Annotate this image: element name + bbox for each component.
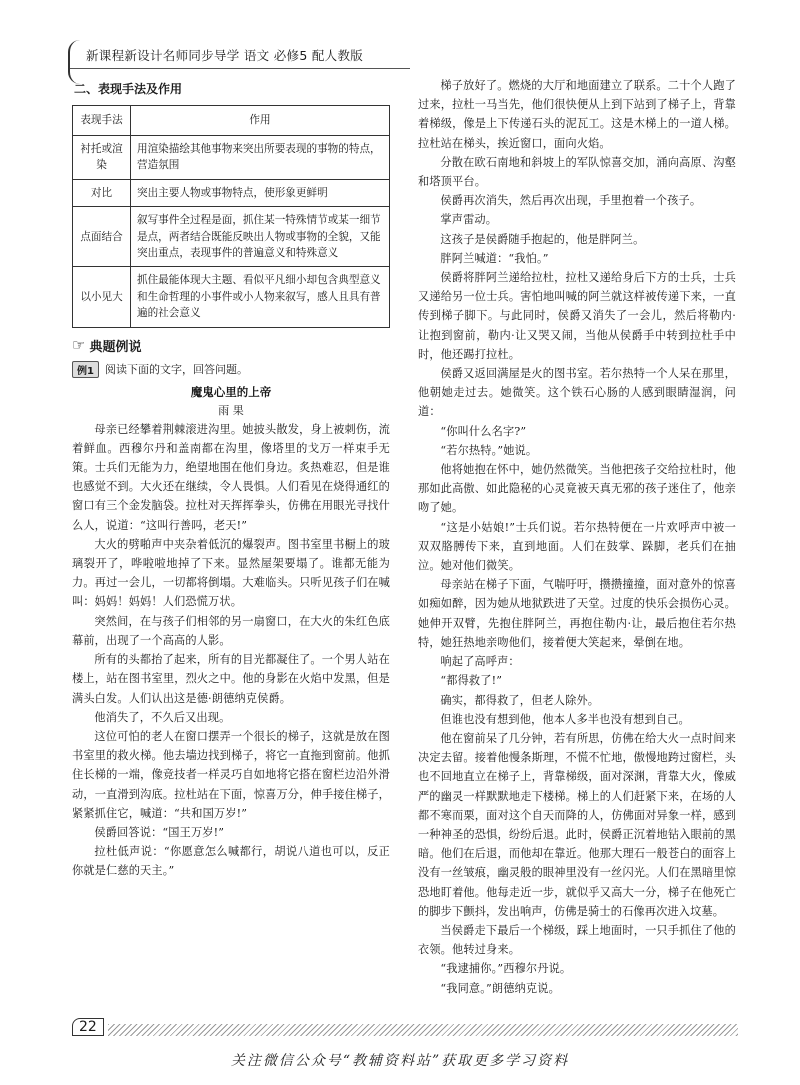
story-paragraph: 大火的劈啪声中夹杂着低沉的爆裂声。图书室里书橱上的玻璃裂开了，哗啦啦地掉了下来。显然屋架要塌了。谁都无能为力。再过一会儿，一切都将倒塌。大难临头。只听见孩子们在喊叫：妈妈！妈妈！人们恐慌万状。 xyxy=(72,537,390,609)
technique-name: 对比 xyxy=(73,179,131,206)
technique-effect: 用渲染描绘其他事物来突出所要表现的事物的特点，营造氛围 xyxy=(131,136,390,180)
story-paragraph: “都得救了!” xyxy=(440,674,503,688)
story-paragraph: 确实，都得救了，但老人除外。 xyxy=(440,693,600,707)
technique-name: 衬托或渲染 xyxy=(73,136,131,180)
page-number: 22 xyxy=(72,1018,104,1036)
story-paragraph: “你叫什么名字?” xyxy=(440,424,527,438)
story-paragraph: 他在窗前呆了几分钟，若有所思，仿佛在给大火一点时间来决定去留。接着他慢条斯理，不慌不忙地，傲慢地跨过窗栏，头也不回地直立在梯子上，背靠梯级，面对深渊，背靠大火，像威严的幽灵一样默默地走下楼梯。梯上的人们赶紧下来，在场的人都不寒而栗，面对这个自天而降的人，仿佛面对异象一样，感到一种神圣的恐惧，纷纷后退。此时，侯爵正沉着地钻入眼前的黑暗。他们在后退，而他却在靠近。他那大理石一般苍白的面容上没有一丝皱痕，幽灵般的眼神里没有一丝闪光。人们在黑暗里惊恐地盯着他。他每走近一步，就似乎又高大一分，梯子在他死亡的脚步下颤抖，发出响声，仿佛是骑士的石像再次进入坟墓。 xyxy=(418,731,736,918)
techniques-table xyxy=(72,105,390,328)
table-header-effect: 作用 xyxy=(131,106,390,136)
technique-effect: 突出主要人物或事物特点，使形象更鲜明 xyxy=(131,179,390,206)
technique-effect: 抓住最能体现大主题、看似平凡细小却包含典型意义和生命哲理的小事件或小人物来叙写，感人且具有普遍的社会意义 xyxy=(131,267,390,327)
story-paragraph: 当侯爵走下最后一个梯级，踩上地面时，一只手抓住了他的衣领。他转过身来。 xyxy=(418,923,736,957)
story-paragraph: 突然间，在与孩子们相邻的另一扇窗口，在大火的朱红色底幕前，出现了一个高高的人影。 xyxy=(72,614,390,647)
section-title: 二、表现手法及作用 xyxy=(74,82,183,96)
examples-heading xyxy=(72,336,390,355)
story-paragraph: “我同意。”朗德纳克说。 xyxy=(440,981,560,995)
table-header-technique: 表现手法 xyxy=(73,106,131,136)
technique-name: 点面结合 xyxy=(73,207,131,267)
story-paragraph: 母亲站在梯子下面，气喘吁吁，攒攒撞撞，面对意外的惊喜如痴如醉，因为她从地狱跌进了天堂。过度的快乐会损伤心灵。她伸开双臂，先抱住胖阿兰，再抱住勒内·让，最后抱住若尔热特，她狂热地亲吻他们，接着便大笑起来，晕倒在地。 xyxy=(418,578,736,649)
story-paragraph: 响起了高呼声： xyxy=(440,655,520,669)
story-title: 魔鬼心里的上帝 xyxy=(190,384,272,399)
story-paragraph: 但谁也没有想到他，他本人多半也没有想到自己。 xyxy=(440,712,690,726)
story-paragraph: 胖阿兰喊道：“我怕。” xyxy=(440,251,549,265)
story-paragraph: 侯爵又返回满屋是火的图书室。若尔热特一个人呆在那里，他朝她走过去。她微笑。这个铁石心肠的人感到眼睛湿润，问道： xyxy=(418,367,736,419)
technique-effect: 叙写事件全过程是面，抓住某一特殊情节或某一细节是点，两者结合既能反映出人物或事物的全貌，又能突出重点，表现事件的普遍意义和特殊意义 xyxy=(131,207,390,267)
story-paragraph: “这是小姑娘!”士兵们说。若尔热特便在一片欢呼声中被一双双胳膊传下来，直到地面。人们在鼓掌、跺脚，老兵们在抽泣。她对他们微笑。 xyxy=(418,520,736,573)
table-row xyxy=(73,267,390,327)
table-row xyxy=(73,179,390,206)
story-paragraph: 他将她抱在怀中，她仍然微笑。当他把孩子交给拉杜时，他那如此高傲、如此隐秘的心灵竟被天真无邪的孩子迷住了，他亲吻了她。 xyxy=(418,463,736,515)
story-paragraph: 这孩子是侯爵随手抱起的，他是胖阿兰。 xyxy=(440,232,645,246)
footer-stripe-decoration xyxy=(108,1024,738,1036)
table-row xyxy=(73,207,390,267)
story-paragraph: “我逮捕你。”西穆尔丹说。 xyxy=(440,962,572,976)
example-prompt: 阅读下面的文字，回答问题。 xyxy=(104,363,248,377)
examples-heading-text: 典题例说 xyxy=(89,339,142,355)
story-paragraph: 掌声雷动。 xyxy=(440,213,498,227)
story-paragraph: 侯爵将胖阿兰递给拉杜，拉杜又递给身后下方的士兵，士兵又递给另一位士兵。害怕地叫喊的阿兰就这样被传递下来，一直传到梯子脚下。与此同时，侯爵又消失了一会儿，然后将勒内·让抱到窗前，勒内·让又哭又闹，当他从侯爵手中转到拉杜手中时，他还踢打拉杜。 xyxy=(418,271,736,361)
header-rule xyxy=(70,68,410,69)
story-paragraph: 梯子放好了。燃烧的大厅和地面建立了联系。二十个人跑了过来，拉杜一马当先，他们很快便从上到下站到了梯子上，背靠着梯级，像是上下传递石头的泥瓦工。这是木梯上的一道人梯。拉杜站在梯头，挨近窗口，面向火焰。 xyxy=(418,79,736,150)
running-header: 新课程新设计名师同步导学 语文 必修5 配人教版 xyxy=(86,48,364,63)
footer-note: 关注微信公众号“教辅资料站”获取更多学习资料 xyxy=(230,1053,570,1069)
story-paragraph: 侯爵再次消失，然后再次出现，手里抱着一个孩子。 xyxy=(440,194,702,208)
story-paragraph: “若尔热特。”她说。 xyxy=(440,443,538,457)
story-paragraph: 所有的头都抬了起来，所有的目光都凝住了。一个男人站在楼上，站在图书室里，烈火之中。他的身影在火焰中发黑，但是满头白发。人们认出这是德·朗德纳克侯爵。 xyxy=(72,653,390,705)
table-row xyxy=(73,136,390,180)
story-paragraph: 这位可怕的老人在窗口摆弄一个很长的梯子，这就是放在图书室里的救火梯。他去墙边找到梯子，将它一直拖到窗前。他抓住长梯的一端，像竞技者一样灵巧自如地将它搭在窗栏边沿外滑动，一直滑到沟底。拉杜站在下面，惊喜万分，伸手接住梯子，紧紧抓住它，喊道：“共和国万岁!” xyxy=(72,729,390,820)
story-paragraph: 侯爵回答说：“国王万岁!” xyxy=(94,825,225,839)
story-paragraph: 拉杜低声说：“你愿意怎么喊都行，胡说八道也可以，反正你就是仁慈的天主。” xyxy=(72,845,390,878)
story-paragraph: 母亲已经攀着荆棘滚进沟里。她披头散发，身上被刺伤，流着鲜血。西穆尔丹和盖南都在沟里，像塔里的戈万一样束手无策。士兵们无能为力，绝望地围在他们身边。炙热难忍，但是谁也感觉不到。大火还在继续，令人畏惧。人们看见在烧得通红的窗口有三个金发脑袋。拉杜对天挥挥拳头，仿佛在用眼光寻找什么人，说道：“这叫行善吗，老天!” xyxy=(72,422,390,532)
left-column xyxy=(72,76,390,881)
example-badge: 例1 xyxy=(72,361,99,378)
story-author: 雨 果 xyxy=(218,403,244,417)
table-header-row xyxy=(73,106,390,136)
right-column xyxy=(418,76,736,998)
story-paragraph: 他消失了，不久后又出现。 xyxy=(94,710,231,724)
technique-name: 以小见大 xyxy=(73,267,131,327)
pointing-hand-icon: ☞ xyxy=(72,336,86,355)
example-prompt-row xyxy=(72,361,390,378)
story-paragraph: 分散在欧石南地和斜坡上的军队惊喜交加，涌向高原、沟壑和塔顶平台。 xyxy=(418,155,736,189)
